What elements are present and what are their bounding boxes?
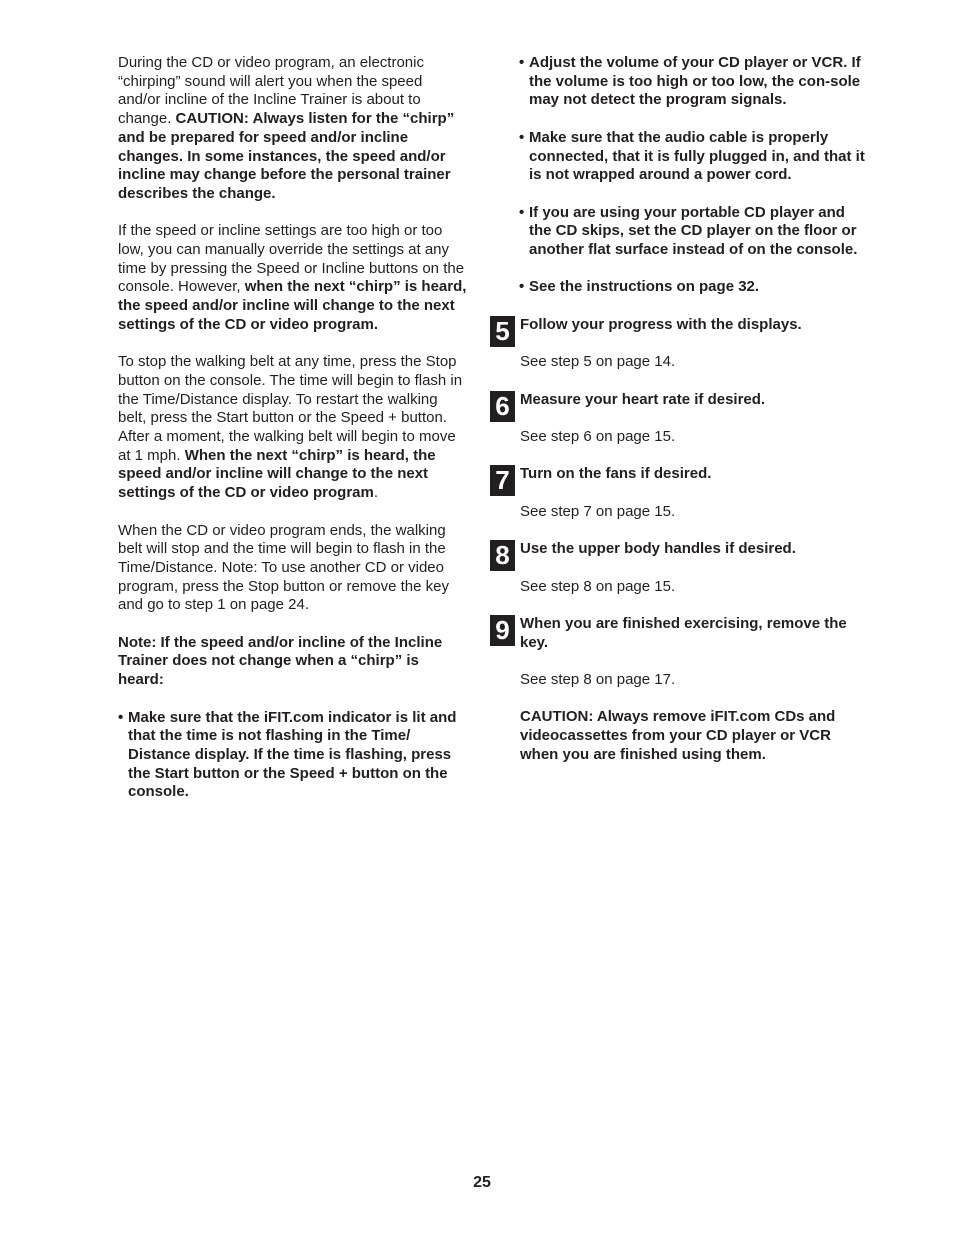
bullet-icon: • (519, 203, 525, 221)
step-number-badge: 7 (490, 465, 515, 496)
program-ends-paragraph: When the CD or video program ends, the walking belt will stop and the time will begin to flash in the Time/Distance. Note: To use another CD or video program, press the Stop button or remove the key and go to step 1 on page 24. (118, 521, 450, 614)
step-title: When you are finished exercising, remove the key. (520, 614, 847, 651)
bullet-icon: • (519, 278, 525, 296)
step-reference: See step 8 on page 15. (520, 577, 676, 595)
step-reference: See step 7 on page 15. (520, 502, 676, 520)
step-reference: See step 5 on page 14. (520, 353, 676, 371)
step-title: Follow your progress with the displays. (520, 315, 802, 333)
stop-belt-paragraph: To stop the walking belt at any time, press the Stop button on the console. The time will begin to flash in the Time/Distance display. To restart the walking belt, press the Start button or the Speed + button. After a moment, the walking belt will begin to move at 1 mph. When the next “chirp” is heard, the speed and/or incline will change to the next settings of the CD or video program. (118, 353, 463, 502)
bullet-icon: • (519, 54, 525, 71)
step-title: Turn on the fans if desired. (520, 465, 712, 483)
step-number-badge: 5 (490, 316, 515, 347)
bullet-item: • Adjust the volume of your CD player or VCR. If the volume is too high or too low, the con-sole may not detect the program signals. (519, 54, 861, 109)
page-number: 25 (473, 1174, 491, 1191)
step-number-badge: 8 (490, 540, 515, 571)
step-number-badge: 9 (490, 615, 515, 646)
chirp-caution: CAUTION: Always listen for the “chirp” and be prepared for speed and/or incline changes. In some instances, the speed and/or incline may change before the personal trainer describes the change. (118, 110, 455, 202)
bullet-icon: • (519, 128, 525, 146)
bullet-icon: • (118, 708, 124, 726)
step-7 (490, 465, 870, 521)
bullet-item: • Make sure that the audio cable is properly connected, that it is fully plugged in, and that it is not wrapped around a power cord. (519, 128, 865, 184)
step-reference: See step 8 on page 17. (520, 671, 676, 688)
bullet-item: • See the instructions on page 32. (519, 278, 760, 296)
bullet-item: • If you are using your portable CD player and the CD skips, set the CD player on the floor or another flat surface instead of on the console. (519, 203, 858, 258)
step-9 (490, 615, 870, 690)
step-reference: See step 6 on page 15. (520, 427, 676, 445)
note-paragraph: Note: If the speed and/or incline of the Incline Trainer does not change when a “chirp” is heard: (118, 633, 443, 689)
step-title: Use the upper body handles if desired. (520, 540, 796, 558)
step-5 (490, 316, 870, 372)
step-8 (490, 540, 870, 596)
chirp-paragraph: During the CD or video program, an electronic “chirping” sound will alert you when the speed and/or incline of the Incline Trainer is about to change. CAUTION: Always listen for the “chirp” and be prepared for speed and/or incline changes. In some instances, the speed and/or incline may change before the personal trainer describes the change. (118, 54, 455, 202)
step-number-badge: 6 (490, 391, 515, 422)
remove-cd-caution: CAUTION: Always remove iFIT.com CDs and videocassettes from your CD player or VCR when you are finished using them. (520, 708, 836, 763)
left-column (118, 54, 468, 821)
override-paragraph: If the speed or incline settings are too high or too low, you can manually override the settings at any time by pressing the Speed or Incline buttons on the console. However, when the next “chirp” is heard, the speed and/or incline will change to the next settings of the CD or video program. (118, 222, 467, 333)
right-column (490, 54, 870, 765)
step-6 (490, 391, 870, 447)
bullet-item: • Make sure that the iFIT.com indicator is lit and that the time is not flashing in the Time/ Distance display. If the time is flashing, press the Start button or the Speed + button on the console. (118, 708, 457, 801)
step-title: Measure your heart rate if desired. (520, 390, 766, 408)
